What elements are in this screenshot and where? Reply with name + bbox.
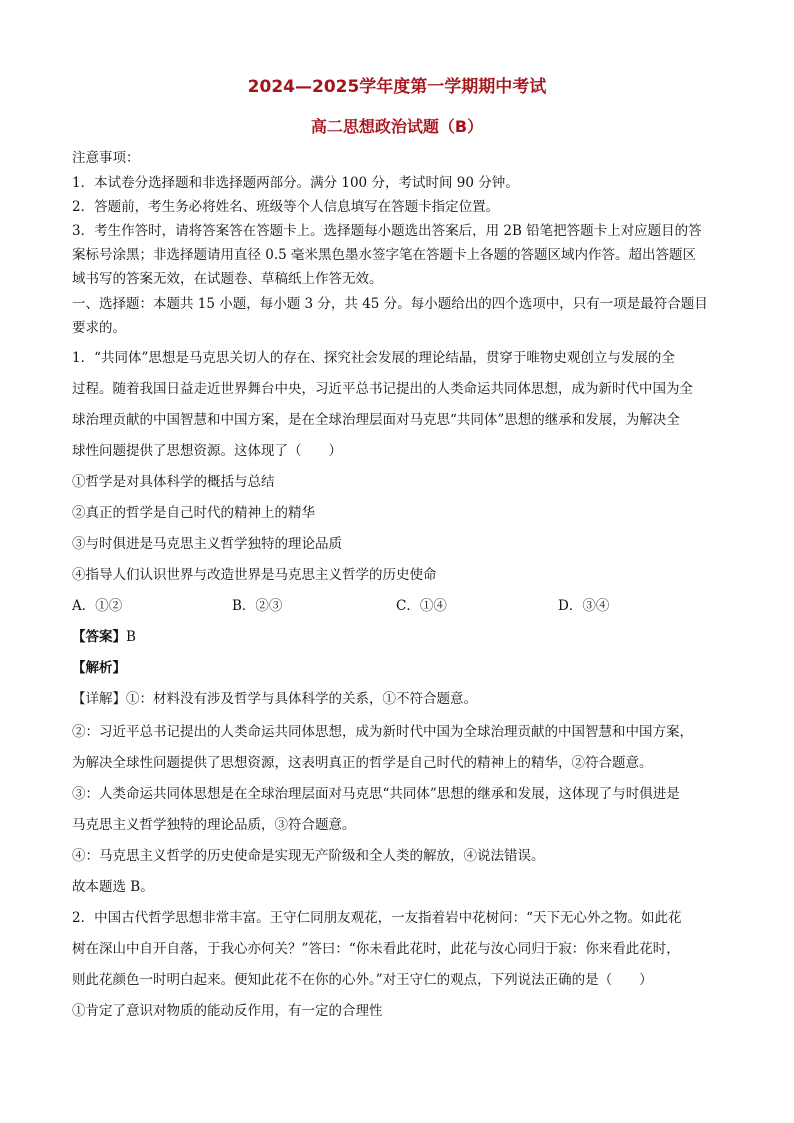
exam-title: 2024—2025学年度第一学期期中考试 (247, 77, 547, 97)
notice-item-3-line-1: 3．考生作答时，请将答案答在答题卡上。选择题每小题选出答案后，用 2B 铅笔把答题卡上对应题目的答 (72, 223, 702, 239)
section-heading-line-2: 要求的。 (72, 320, 126, 336)
q1-option-c: C．①④ (396, 598, 447, 614)
notice-item-2: 2．答题前，考生务必将姓名、班级等个人信息填写在答题卡指定位置。 (72, 199, 500, 215)
exam-subtitle: 高二思想政治试题（B） (310, 117, 484, 136)
q2-stem-line-3: 则此花颜色一时明白起来。便知此花不在你的心外。”对王守仁的观点，下列说法正确的是（ ） (72, 972, 653, 988)
notice-item-1: 1．本试卷分选择题和非选择题两部分。满分 100 分，考试时间 90 分钟。 (72, 175, 519, 191)
q1-option-d: D．③④ (558, 598, 610, 614)
q1-detail-3-line-1: ③：人类命运共同体思想是在全球治理层面对马克思“共同体”思想的继承和发展，这体现了与时俱进是 (72, 786, 680, 802)
notice-item-3-line-2: 案标号涂黑；非选择题请用直径 0.5 毫米黑色墨水签字笔在答题卡上各题的答题区域内作答。超出答题区 (72, 247, 697, 263)
q1-item-2: ②真正的哲学是自己时代的精神上的精华 (72, 505, 315, 521)
section-heading-line-1: 一、选择题：本题共 15 小题，每小题 3 分，共 45 分。每小题给出的四个选项中，只有一项是最符合题目 (72, 296, 708, 312)
q2-stem-line-1: 2．中国古代哲学思想非常丰富。王守仁同朋友观花，一友指着岩中花树问：“天下无心外之物。如此花 (72, 910, 682, 926)
q1-conclusion: 故本题选 B。 (72, 879, 154, 895)
q2-item-1: ①肯定了意识对物质的能动反作用，有一定的合理性 (72, 1003, 383, 1019)
q1-stem-line-2: 过程。随着我国日益走近世界舞台中央，习近平总书记提出的人类命运共同体思想，成为新时代中国为全 (72, 381, 693, 397)
notice-heading: 注意事项： (72, 150, 140, 166)
q1-stem-line-4: 球性问题提供了思想资源。这体现了（ ） (72, 443, 342, 459)
q1-option-a: A．①② (72, 598, 123, 614)
answer-label: 【答案】 (72, 629, 126, 645)
q1-item-4: ④指导人们认识世界与改造世界是马克思主义哲学的历史使命 (72, 567, 437, 583)
q1-detail-3-line-2: 马克思主义哲学独特的理论品质，③符合题意。 (72, 817, 356, 833)
q1-stem-line-3: 球治理贡献的中国智慧和中国方案，是在全球治理层面对马克思“共同体”思想的继承和发展，为解决全 (72, 412, 680, 428)
q1-item-3: ③与时俱进是马克思主义哲学独特的理论品质 (72, 536, 342, 552)
q1-answer (72, 627, 732, 647)
q1-detail-2-line-1: ②：习近平总书记提出的人类命运共同体思想，成为新时代中国为全球治理贡献的中国智慧和中国方案， (72, 724, 693, 740)
answer-value: B (126, 629, 136, 645)
q1-option-b: B．②③ (232, 598, 283, 614)
q1-detail-1: 【详解】①：材料没有涉及哲学与具体科学的关系，①不符合题意。 (72, 691, 477, 707)
q1-detail-4: ④：马克思主义哲学的历史使命是实现无产阶级和全人类的解放，④说法错误。 (72, 848, 545, 864)
q1-detail-2-line-2: 为解决全球性问题提供了思想资源，这表明真正的哲学是自己时代的精神上的精华，②符合题意。 (72, 755, 653, 771)
analysis-label: 【解析】 (72, 660, 126, 676)
q1-item-1: ①哲学是对具体科学的概括与总结 (72, 474, 275, 490)
notice-item-3-line-3: 域书写的答案无效，在试题卷、草稿纸上作答无效。 (72, 271, 383, 287)
q1-stem-line-1: 1．“共同体”思想是马克思关切人的存在、探究社会发展的理论结晶，贯穿于唯物史观创立与发展的全 (72, 350, 675, 366)
q2-stem-line-2: 树在深山中自开自落，于我心亦何关？”答曰：“你未看此花时，此花与汝心同归于寂：你来看此花时， (72, 941, 680, 957)
